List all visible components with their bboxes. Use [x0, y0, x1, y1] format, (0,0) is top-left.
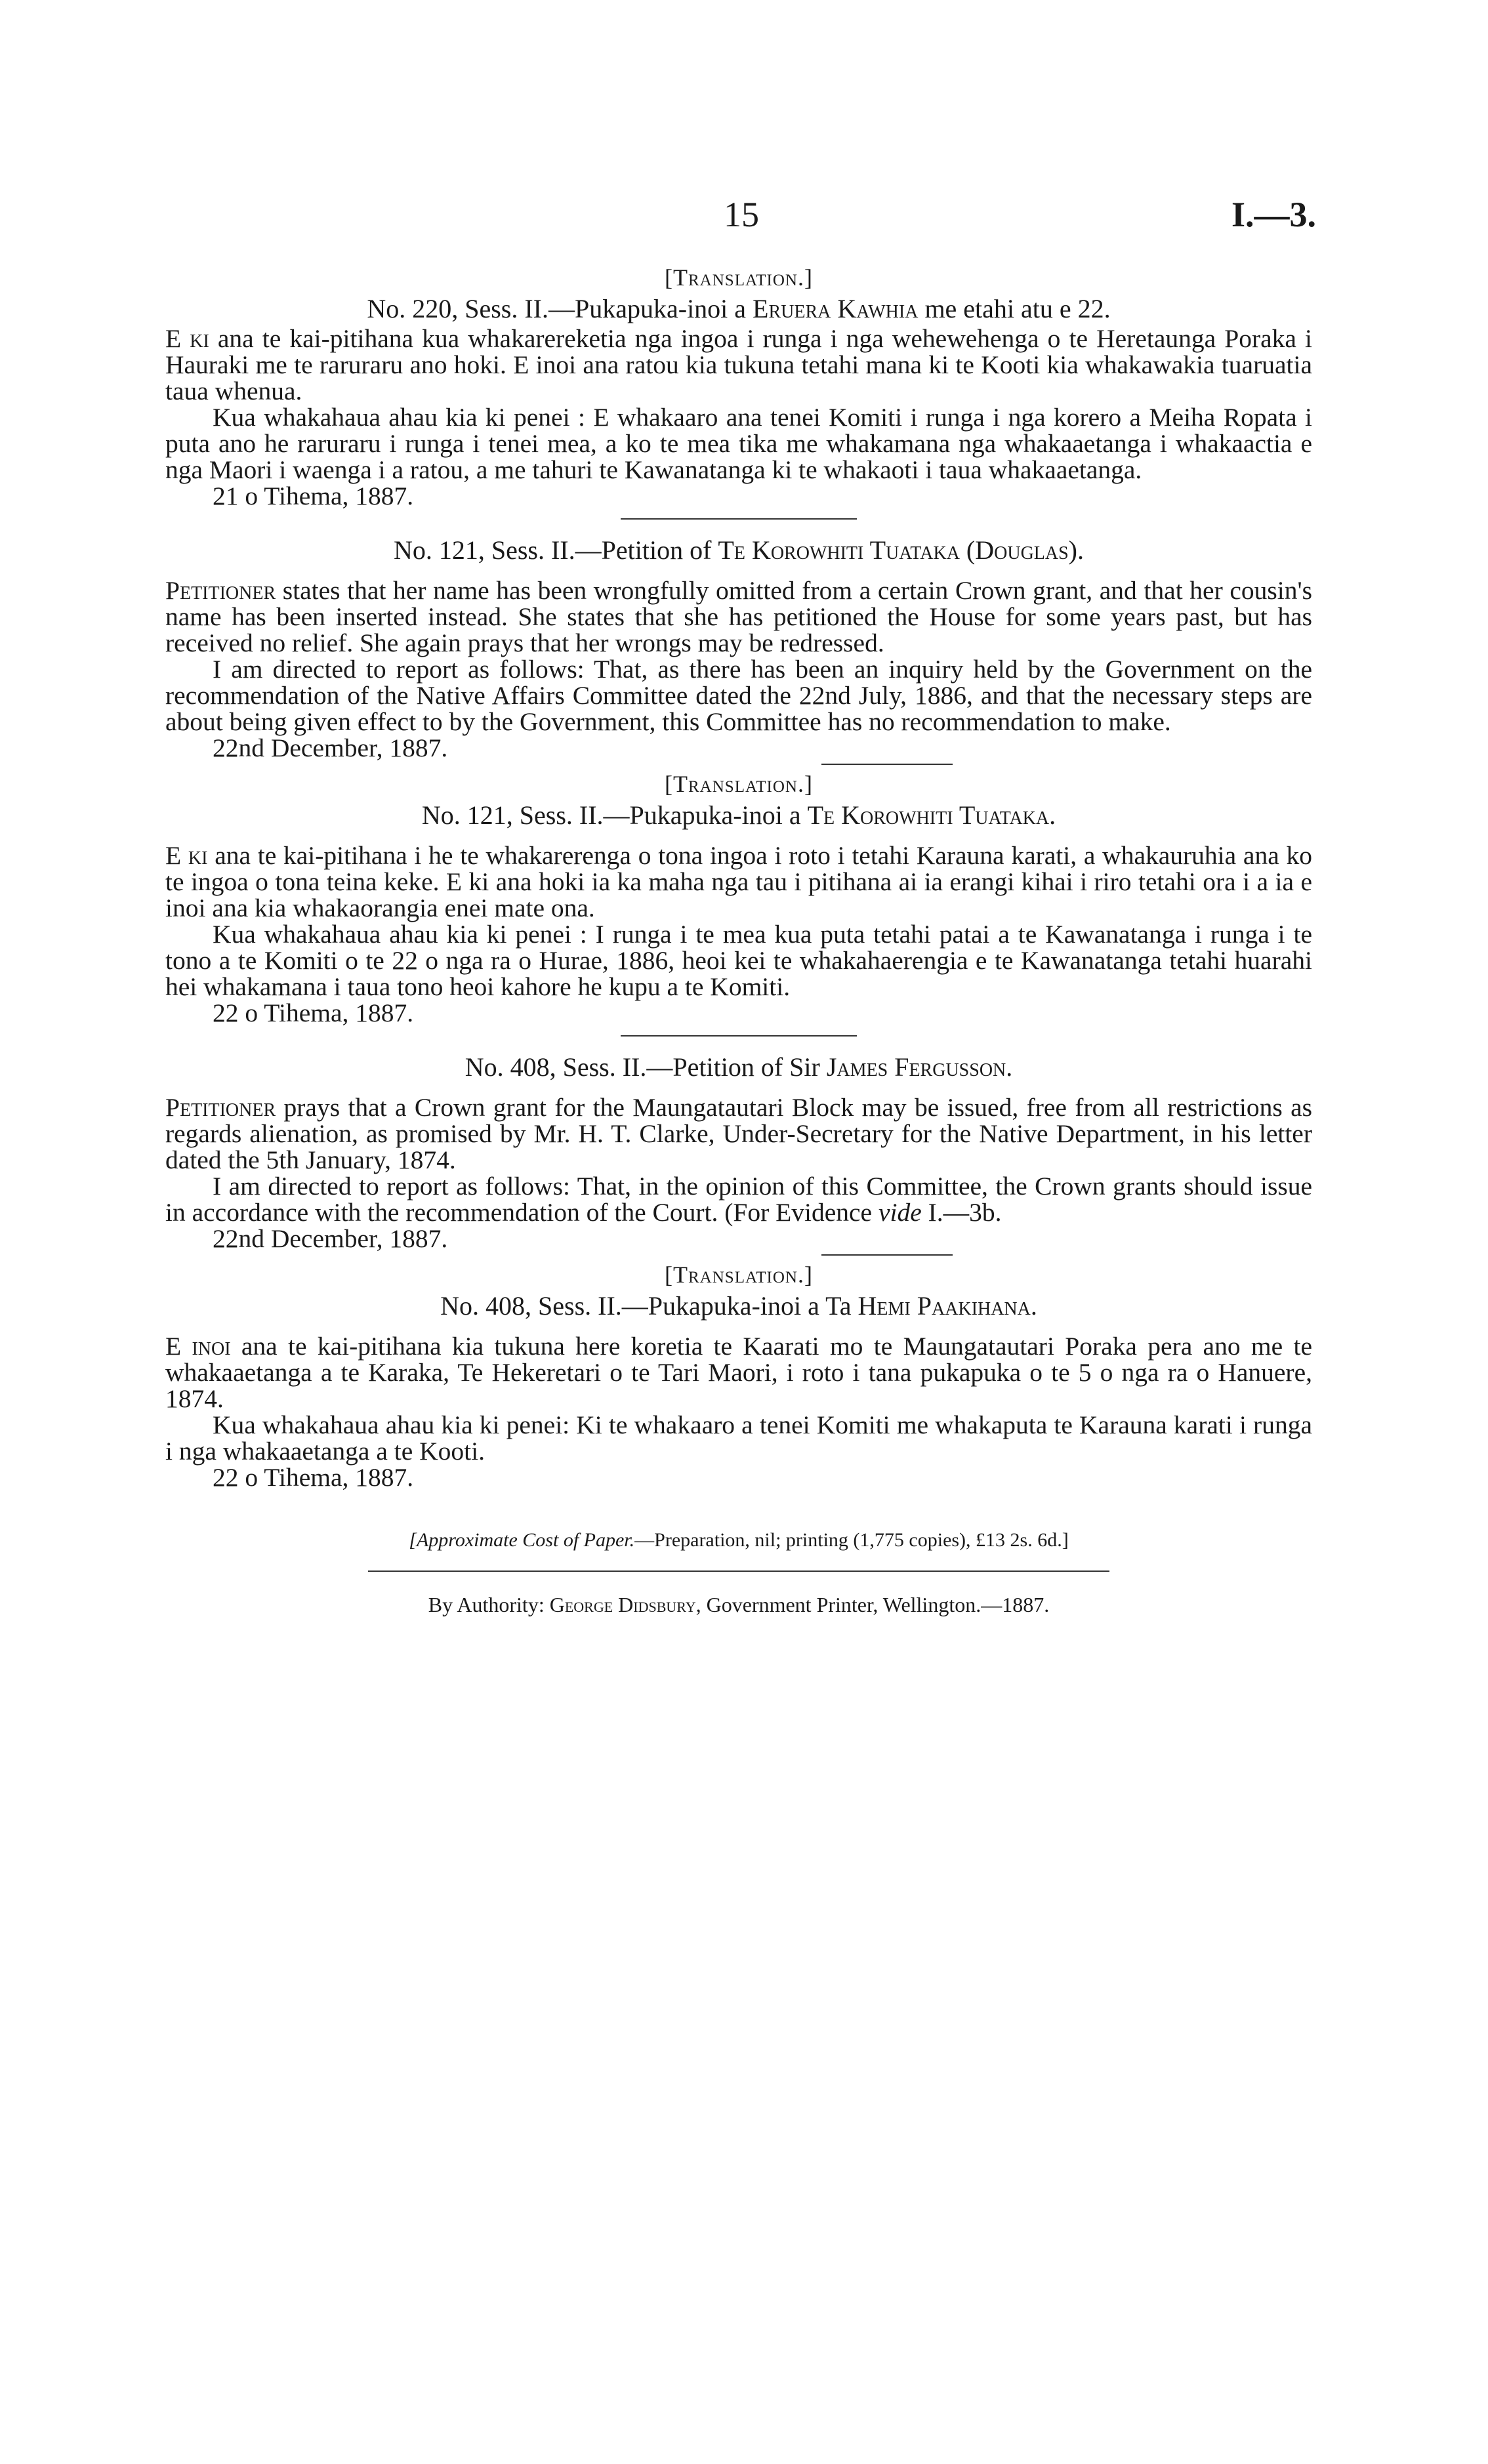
- petitioner-name: James Fergusson.: [826, 1052, 1013, 1082]
- paragraph: [165, 1333, 1312, 1412]
- heading-text: me etahi atu e 22.: [918, 294, 1111, 323]
- paragraph: [165, 1094, 1312, 1173]
- paragraph-lead: Petitioner: [165, 1093, 276, 1122]
- paragraph: I am directed to report as follows: That, as there has been an inquiry held by the Government on the recommendation of the Native Affairs Committee dated the 22nd July, 1886, and that the necessary steps are about being given effect to by the Government, this Committee has no recommendation to make.: [165, 655, 1312, 736]
- petition-heading: [165, 1290, 1312, 1323]
- paragraph-lead: E inoi: [165, 1332, 231, 1361]
- authority-text: , Government Printer, Wellington.—1887.: [695, 1593, 1050, 1616]
- heading-text: No. 121, Sess. II.—Petition of: [393, 535, 718, 565]
- date-line: 22nd December, 1887.: [213, 733, 448, 762]
- paragraph-text: ana te kai-pitihana kua whakarereketia nga ingoa i runga i nga wehewehenga o te Heretaunga Poraka i Hauraki me te raruraru ano hoki. E inoi ana ratou kia tukuna tetahi mana ki te Kooti kia whakawakia tuaruatia taua whenua.: [165, 324, 1312, 405]
- printer-authority: [165, 1591, 1312, 1618]
- page-number: 15: [724, 195, 759, 234]
- heading-text: No. 220, Sess. II.—Pukapuka-inoi a: [367, 294, 753, 323]
- translation-label: [Translation.]: [665, 771, 813, 797]
- paragraph: Kua whakahaua ahau kia ki penei : I runga i te mea kua puta tetahi patai a te Kawanatanga i runga i te tono a te Komiti o te 22 o nga ra o Hurae, 1886, heoi kei te whakahaerengia e te Kawanatanga tetahi huarahi hei whakamana i taua tono heoi kahore he kupu a te Komiti.: [165, 920, 1312, 1001]
- paragraph-text: I am directed to report as follows: That, in the opinion of this Committee, the Crown grants should issue in accordance with the recommendation of the Court. (For Evidence: [165, 1172, 1312, 1227]
- petitioner-name: Te Korowhiti Tuataka.: [807, 800, 1056, 830]
- petitioner-name: Eruera Kawhia: [753, 294, 919, 323]
- paragraph-text: I.—3b.: [921, 1198, 1002, 1227]
- paragraph-lead: Petitioner: [165, 576, 276, 605]
- paragraph-text: prays that a Crown grant for the Maungatautari Block may be issued, free from all restrictions as regards alienation, as promised by Mr. H. T. Clarke, Under-Secretary for the Native Department, in his letter dated the 5th January, 1874.: [165, 1093, 1312, 1174]
- translation-divider: [821, 764, 953, 765]
- paragraph-text: ana te kai-pitihana i he te whakarerenga o tona ingoa i roto i tetahi Karauna karati, a whakauruhia ana ko te ingoa o tona teina keke. E ki ana hoki ia ka maha nga tau i pitihana ai ia erangi kihai i riro tetahi ora i a ia e inoi ana kia whakaorangia enei mate ona.: [165, 841, 1312, 922]
- petition-heading: [165, 799, 1312, 832]
- paragraph-text: ana te kai-pitihana kia tukuna here koretia te Kaarati mo te Maungatautari Poraka pera ano me te whakaaetanga a te Karaka, Te Hekeretari o te Tari Maori, i roto i tana pukapuka o te 5 o nga ra o Hanuere, 1874.: [165, 1332, 1313, 1413]
- section-divider: [621, 518, 857, 520]
- document-reference: I.—3.: [1231, 195, 1316, 234]
- translation-label: [Translation.]: [665, 264, 813, 291]
- paragraph: Kua whakahaua ahau kia ki penei: Ki te whakaaro a tenei Komiti me whakaputa te Karauna karati i runga i nga whakaaetanga a te Kooti.: [165, 1410, 1312, 1466]
- document-body: [165, 262, 1312, 1618]
- paragraph-lead: E ki: [165, 324, 209, 353]
- paragraph: [165, 842, 1312, 921]
- paragraph-text: states that her name has been wrongfully omitted from a certain Crown grant, and that her cousin's name has been inserted instead. She states that she has petitioned the House for some years past, but has received no relief. She again prays that her wrongs may be redressed.: [165, 576, 1312, 657]
- paragraph-lead: E ki: [165, 841, 208, 870]
- date-line: 22 o Tihema, 1887.: [213, 998, 414, 1027]
- cost-text: —Preparation, nil; printing (1,775 copies), £13 2s. 6d.]: [634, 1529, 1069, 1551]
- section-divider: [621, 1035, 857, 1037]
- date-line: 22nd December, 1887.: [213, 1224, 448, 1253]
- date-line: 22 o Tihema, 1887.: [213, 1463, 414, 1492]
- translation-divider: [821, 1254, 953, 1256]
- paragraph: [165, 577, 1312, 656]
- petition-heading: [165, 1051, 1312, 1084]
- petitioner-name: Hemi Paakihana.: [858, 1291, 1037, 1321]
- paragraph: Kua whakahaua ahau kia ki penei : E whakaaro ana tenei Komiti i runga i nga korero a Meiha Ropata i puta ano he raruraru i runga i tenei mea, a ko te mea tika me whakamana nga whakaaetanga i whakaactia e nga Maori i waenga i a ratou, a me tahuri te Kawanatanga ki te whakaoti i taua whakaaetanga.: [165, 403, 1312, 484]
- paragraph: [165, 1173, 1312, 1225]
- translation-label: [Translation.]: [665, 1262, 813, 1288]
- vide-text: vide: [878, 1198, 922, 1227]
- footer-divider: [368, 1571, 1109, 1572]
- date-line: 21 o Tihema, 1887.: [213, 482, 414, 510]
- heading-text: No. 121, Sess. II.—Pukapuka-inoi a: [421, 800, 808, 830]
- petitioner-name: Te Korowhiti Tuataka (Douglas).: [718, 535, 1085, 565]
- petition-heading: [165, 293, 1312, 325]
- printer-name: George Didsbury: [549, 1593, 696, 1616]
- authority-text: By Authority:: [428, 1593, 550, 1616]
- heading-text: No. 408, Sess. II.—Petition of Sir: [465, 1052, 827, 1082]
- cost-note: [165, 1527, 1312, 1553]
- heading-text: No. 408, Sess. II.—Pukapuka-inoi a Ta: [440, 1291, 858, 1321]
- paragraph: [165, 325, 1312, 404]
- cost-label: [Approximate Cost of Paper.: [409, 1529, 635, 1551]
- petition-heading: [165, 534, 1312, 567]
